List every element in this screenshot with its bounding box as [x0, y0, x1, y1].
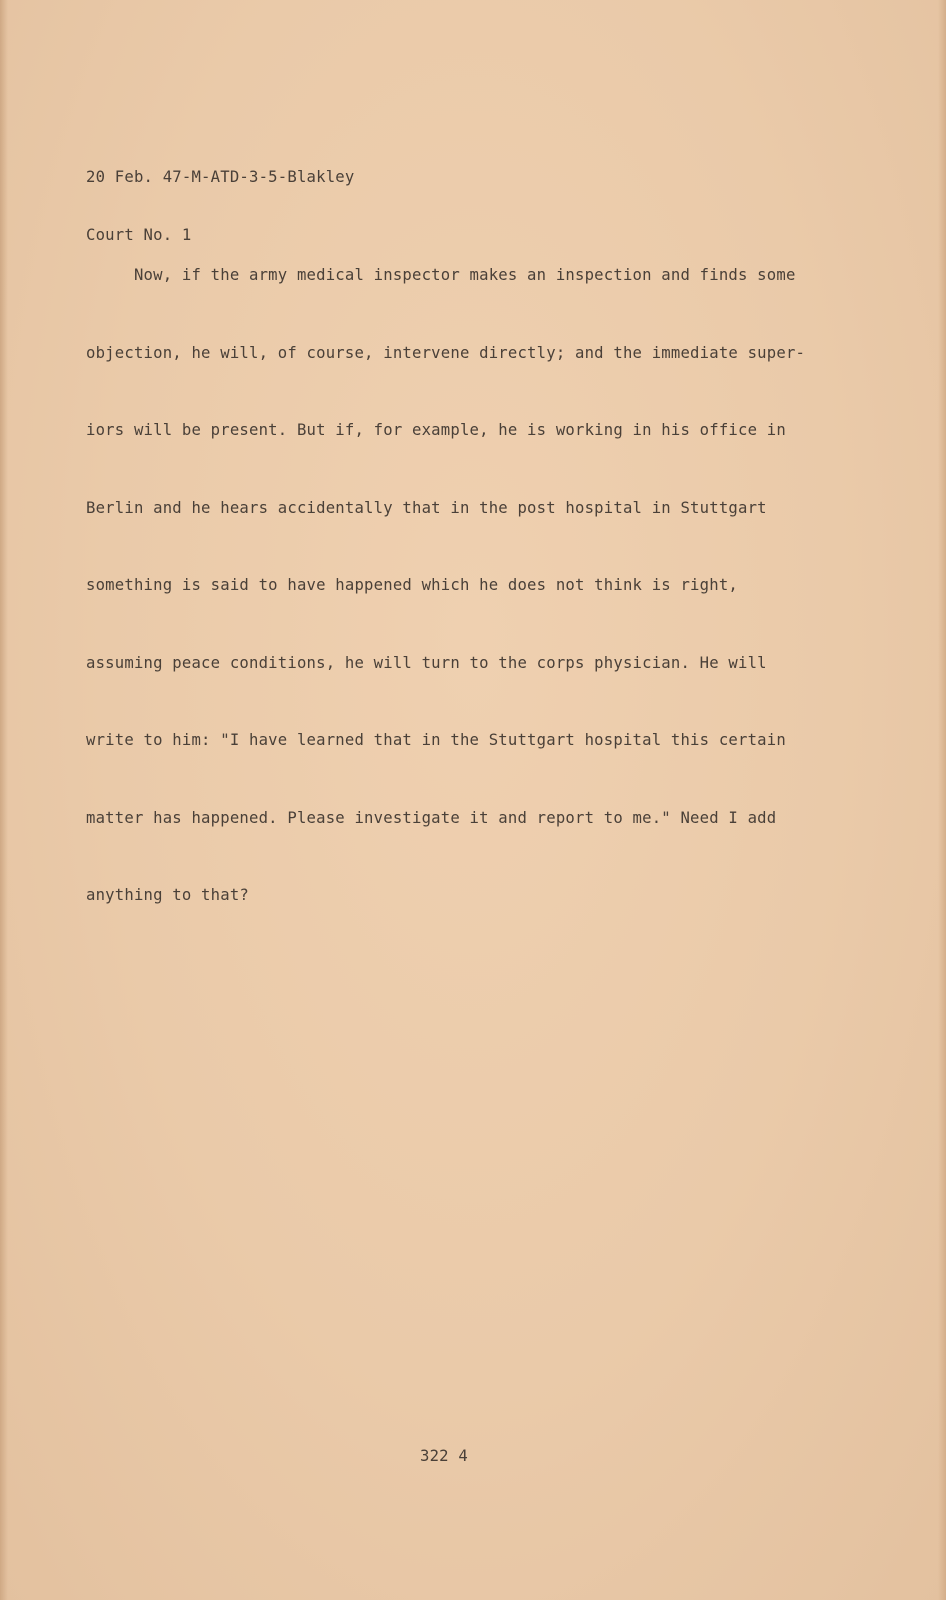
- transcript-line: Now, if the army medical inspector makes an inspection and finds some: [86, 266, 796, 284]
- transcript-line: objection, he will, of course, intervene directly; and the immediate super-: [86, 343, 806, 362]
- transcript-line: write to him: "I have learned that in the Stuttgart hospital this certain: [86, 731, 786, 749]
- transcript-line: anything to that?: [86, 886, 249, 904]
- transcript-line: matter has happened. Please investigate it and report to me." Need I add: [86, 808, 777, 827]
- transcript-line: assuming peace conditions, he will turn to the corps physician. He will: [86, 653, 767, 672]
- header-court-number: Court No. 1: [86, 226, 192, 244]
- page-edge-shadow-left: [0, 0, 8, 1600]
- transcript-line: Berlin and he hears accidentally that in the post hospital in Stuttgart: [86, 498, 767, 517]
- transcript-line: something is said to have happened which he does not think is right,: [86, 576, 738, 594]
- transcript-line: iors will be present. But if, for example, he is working in his office in: [86, 421, 786, 439]
- page-number: 322 4: [420, 1447, 468, 1465]
- transcript-paragraph: [86, 228, 805, 962]
- header-date-reference: 20 Feb. 47-M-ATD-3-5-Blakley: [86, 168, 355, 186]
- page-edge-shadow-right: [938, 0, 946, 1600]
